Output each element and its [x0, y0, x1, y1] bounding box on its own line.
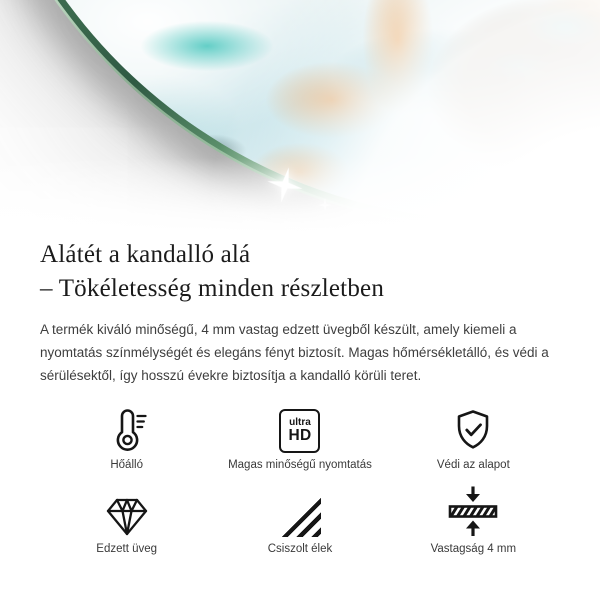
polished-edges-icon — [279, 489, 321, 537]
ultra-hd-icon — [279, 405, 320, 453]
sparkle-icon-small — [318, 198, 332, 212]
shield-check-icon — [453, 405, 493, 453]
page-title — [40, 238, 560, 306]
page-title-line-1: Alátét a kandalló alá — [40, 241, 251, 268]
feature-label-thickness: Vastagság 4 mm — [430, 543, 517, 555]
feature-label-protects-base: Védi az alapot — [436, 459, 510, 471]
feature-thickness — [387, 489, 560, 555]
thermometer-icon — [105, 405, 149, 453]
feature-heat-resistant — [40, 405, 213, 471]
thickness-arrows-icon — [444, 489, 502, 537]
feature-label-polished-edges: Csiszolt élek — [267, 543, 333, 555]
sparkle-icon — [261, 161, 308, 208]
product-photo — [0, 0, 600, 232]
feature-high-quality-print — [213, 405, 386, 471]
ultra-hd-icon-text-bottom: HD — [288, 426, 312, 444]
feature-label-high-quality-print: Magas minőségű nyomtatás — [228, 459, 372, 471]
page-title-line-2: – Tökéletesség minden részletben — [40, 275, 385, 302]
feature-label-heat-resistant: Hőálló — [110, 459, 143, 471]
feature-tempered-glass — [40, 489, 213, 555]
feature-label-tempered-glass: Edzett üveg — [96, 543, 158, 555]
feature-polished-edges — [213, 489, 386, 555]
diamond-icon — [104, 489, 150, 537]
ultra-hd-icon-text-top: ultra — [289, 416, 311, 428]
feature-grid — [40, 405, 560, 555]
content-block — [0, 238, 600, 555]
product-description: A termék kiváló minőségű, 4 mm vastag edzett üvegből készült, amely kiemeli a nyomtatás színmélységét és elegáns fényt biztosít. Magas hőmérsékletálló, és védi a sérülésektől, így hosszú évekre biztosítja a kandalló körüli teret. — [40, 322, 549, 383]
feature-protects-base — [387, 405, 560, 471]
